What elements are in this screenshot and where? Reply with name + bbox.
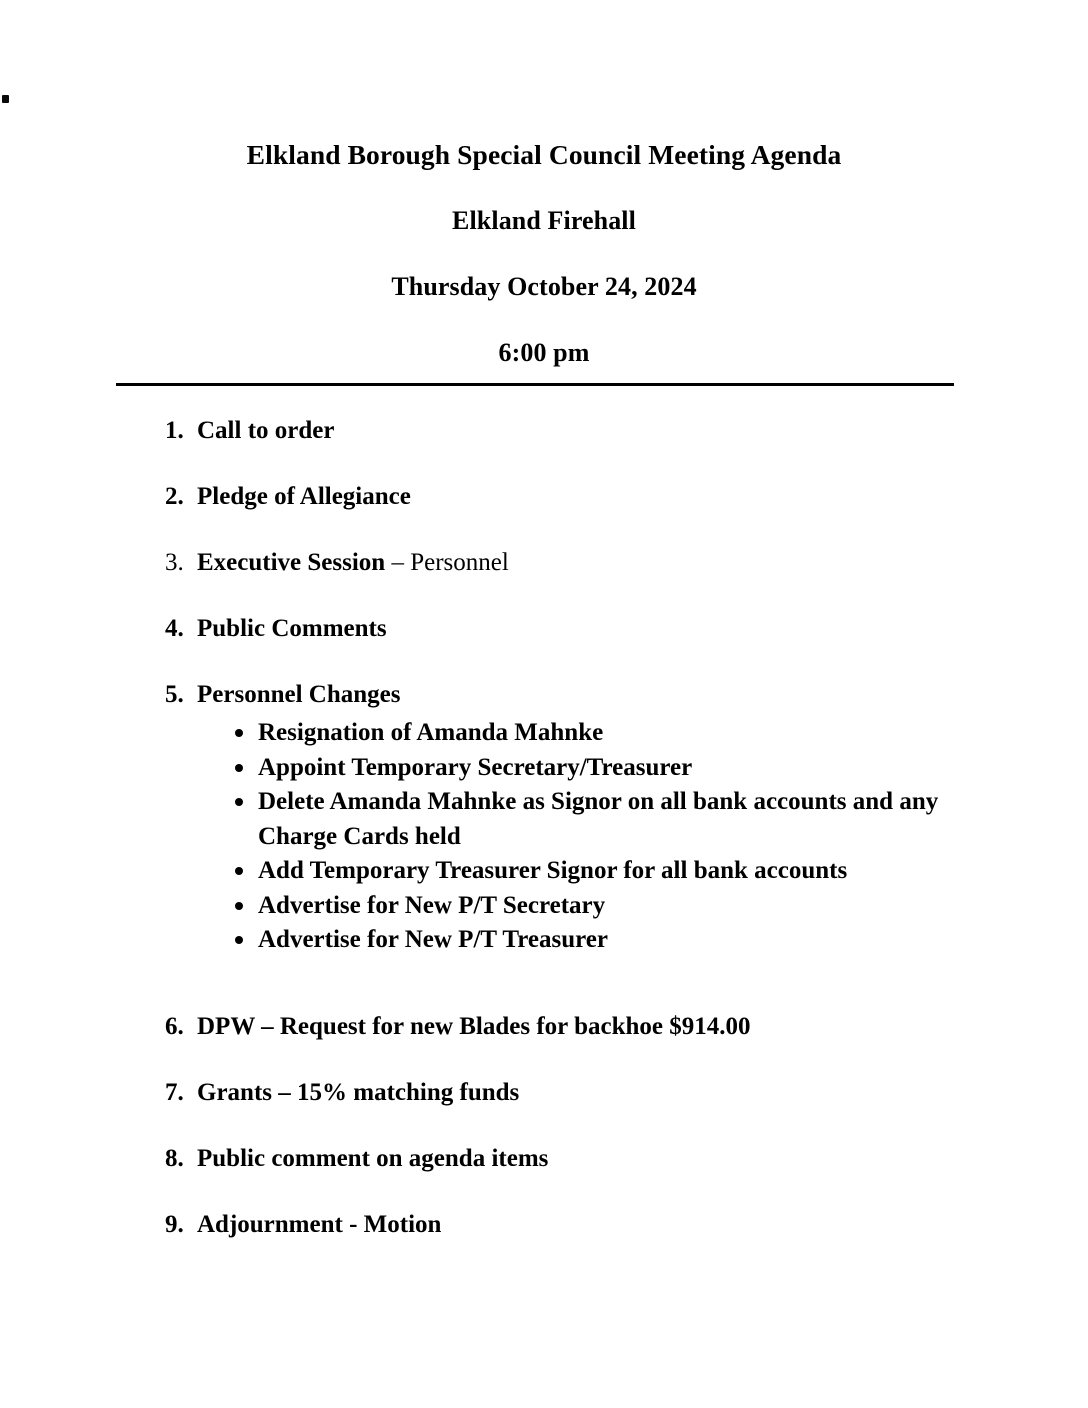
agenda-item-label-bold: Executive Session bbox=[197, 549, 392, 576]
bullet-icon bbox=[235, 936, 243, 944]
bullet-label: Advertise for New P/T Treasurer bbox=[258, 926, 608, 953]
agenda-item-label: Public Comments bbox=[197, 615, 387, 642]
bullet-icon bbox=[235, 764, 243, 772]
bullet-icon bbox=[235, 902, 243, 910]
agenda-item-number: 2. bbox=[165, 483, 184, 510]
agenda-item-number: 3. bbox=[165, 549, 184, 576]
list-item bbox=[165, 923, 958, 958]
meeting-date: Thursday October 24, 2024 bbox=[391, 272, 697, 301]
agenda-item-2 bbox=[0, 480, 1088, 514]
agenda-item-5-bullets bbox=[165, 716, 1088, 958]
bullet-label: Resignation of Amanda Mahnke bbox=[258, 719, 604, 746]
bullet-label: Appoint Temporary Secretary/Treasurer bbox=[258, 753, 693, 781]
agenda-item-number: 4. bbox=[165, 615, 184, 642]
meeting-venue: Elkland Firehall bbox=[452, 206, 636, 235]
agenda-item-3 bbox=[0, 546, 1088, 580]
list-item bbox=[165, 889, 958, 924]
document-heading bbox=[0, 0, 1088, 386]
agenda-item-number: 7. bbox=[165, 1078, 184, 1106]
agenda-item-label: Adjournment - Motion bbox=[197, 1210, 442, 1238]
agenda-item-7 bbox=[0, 1076, 1088, 1110]
agenda-item-number: 5. bbox=[165, 681, 184, 708]
list-item bbox=[165, 716, 958, 751]
agenda-item-label: Public comment on agenda items bbox=[197, 1144, 549, 1172]
agenda-item-5 bbox=[0, 678, 1088, 978]
list-item bbox=[165, 751, 958, 786]
agenda-item-6 bbox=[0, 1010, 1088, 1044]
agenda-item-9 bbox=[0, 1208, 1088, 1242]
agenda-item-4 bbox=[0, 612, 1088, 646]
agenda-item-label-light: – Personnel bbox=[391, 549, 509, 576]
list-item bbox=[165, 854, 958, 889]
header-divider bbox=[116, 383, 954, 386]
agenda-item-8 bbox=[0, 1142, 1088, 1176]
agenda-item-number: 8. bbox=[165, 1144, 184, 1172]
agenda-item-label: Grants – 15% matching funds bbox=[197, 1078, 520, 1106]
agenda-item-label: Call to order bbox=[197, 417, 335, 444]
agenda-item-label: Pledge of Allegiance bbox=[197, 483, 411, 510]
bullet-icon bbox=[235, 729, 243, 737]
agenda-list bbox=[0, 414, 1088, 1274]
bullet-icon bbox=[235, 798, 243, 806]
page-title: Elkland Borough Special Council Meeting Agenda bbox=[246, 139, 842, 170]
sublist-spacer bbox=[165, 958, 1088, 978]
bullet-icon bbox=[235, 867, 243, 875]
bullet-label: Delete Amanda Mahnke as Signor on all bank accounts and any Charge Cards held bbox=[258, 788, 939, 850]
list-item bbox=[165, 785, 958, 854]
bullet-label: Advertise for New P/T Secretary bbox=[258, 891, 606, 919]
agenda-item-number: 9. bbox=[165, 1210, 184, 1238]
agenda-item-number: 1. bbox=[165, 417, 184, 444]
agenda-item-label: Personnel Changes bbox=[197, 681, 401, 708]
agenda-item-number: 6. bbox=[165, 1012, 184, 1040]
agenda-item-label bbox=[197, 546, 1088, 580]
meeting-time: 6:00 pm bbox=[498, 338, 590, 367]
bullet-label: Add Temporary Treasurer Signor for all bank accounts bbox=[258, 857, 848, 884]
agenda-item-1 bbox=[0, 414, 1088, 448]
agenda-item-label: DPW – Request for new Blades for backhoe $914.00 bbox=[197, 1012, 751, 1040]
